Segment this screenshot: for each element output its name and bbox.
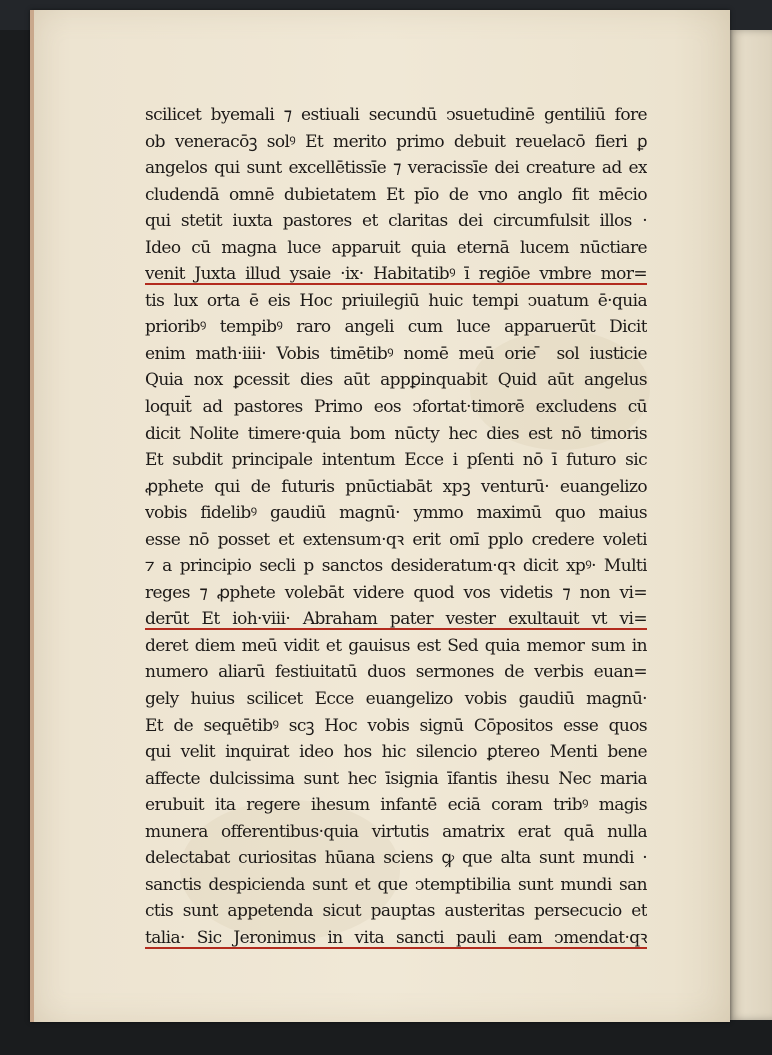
text-line: loquit̄ ad pastores Primo eos ↄfortat·timorē excludens cū <box>145 397 647 418</box>
text-line: ⁊ a principio secli p sanctos desideratum·qꝛ dicit xpꝰ· Multi <box>145 556 647 577</box>
text-line: ctis sunt appetenda sicut pauptas austeritas persecucio et <box>145 901 647 922</box>
text-line: qui stetit iuxta pastores et claritas dei circumfulsit illos · <box>145 211 647 232</box>
text-line-underlined: talia· Sic Jeronimus in vita sancti pauli eam ↄmendat·qꝛ <box>145 927 647 948</box>
text-line: tis lux orta ē eis Hoc priuilegiū huic tempi ↄuatum ē·quia <box>145 290 647 311</box>
incunable-text-block <box>145 102 647 952</box>
text-line: prioribꝰ tempibꝰ raro angeli cum luce apparuerūt Dicit <box>145 317 647 338</box>
text-line: Quia nox ꝑcessit dies aūt appꝑinquabit Quid aūt angelus <box>145 370 647 391</box>
page-edge-strip <box>30 10 34 1022</box>
text-line: gely huius scilicet Ecce euangelizo vobis gaudiū magnū· <box>145 689 647 710</box>
text-line: ꝓphete qui de futuris pnūctiabāt xpꝫ venturū· euangelizo <box>145 476 647 497</box>
text-line: sanctis despicienda sunt et que ↄtemptibilia sunt mundi san <box>145 874 647 895</box>
text-line: vobis fidelibꝰ gaudiū magnū· ymmo maximū quo maius <box>145 503 647 524</box>
text-line: ob veneracōꝫ solꝰ Et merito primo debuit reuelacō fieri ꝑ <box>145 131 647 152</box>
text-line-underlined: venit Juxta illud ysaie ·ix· Habitatibꝰ ī regiōe vmbre mor= <box>145 264 647 285</box>
text-line: numero aliarū festiuitatū duos sermones de verbis euan= <box>145 662 647 683</box>
text-line: Et de sequētibꝰ scꝫ Hoc vobis signū Cōpositos esse quos <box>145 715 647 736</box>
text-line: deret diem meū vidit et gauisus est Sed quia memor sum in <box>145 635 647 656</box>
text-line: delectabat curiositas hūana sciens ꝙ que alta sunt mundi · <box>145 848 647 869</box>
text-line: Ideo cū magna luce apparuit quia eternā lucem nūctiare <box>145 237 647 258</box>
facing-page-edge <box>728 30 772 1020</box>
text-line: erubuit ita regere ihesum infantē eciā coram tribꝰ magis <box>145 795 647 816</box>
text-line: munera offerentibus·quia virtutis amatrix erat quā nulla <box>145 821 647 842</box>
text-line: enim math·iiii· Vobis timētibꝰ nomē meū orie ̄ sol iusticie <box>145 343 647 364</box>
text-line: Et subdit principale intentum Ecce i pſenti nō ī futuro sic <box>145 450 647 471</box>
text-line: scilicet byemali ⁊ estiuali secundū ↄsuetudinē gentiliū fore <box>145 105 647 125</box>
text-line: esse nō posset et extensum·qꝛ erit omī pplo credere voleti <box>145 529 647 550</box>
text-line: dicit Nolite timere·quia bom nūcty hec dies est nō timoris <box>145 423 647 444</box>
text-line-underlined: derūt Et ioh·viii· Abraham pater vester exultauit vt vi= <box>145 609 647 630</box>
text-line: reges ⁊ ꝓphete volebāt videre quod vos videtis ⁊ non vi= <box>145 582 647 603</box>
text-line: affecte dulcissima sunt hec īsignia īfantis ihesu Nec maria <box>145 768 647 789</box>
text-line: cludendā omnē dubietatem Et pīo de vno anglo fit mēcio <box>145 184 647 205</box>
text-line: qui velit inquirat ideo hos hic silencio ꝑtereo Menti bene <box>145 742 647 763</box>
text-line: angelos qui sunt excellētissīe ⁊ veracissīe dei creature ad ex <box>145 158 647 179</box>
